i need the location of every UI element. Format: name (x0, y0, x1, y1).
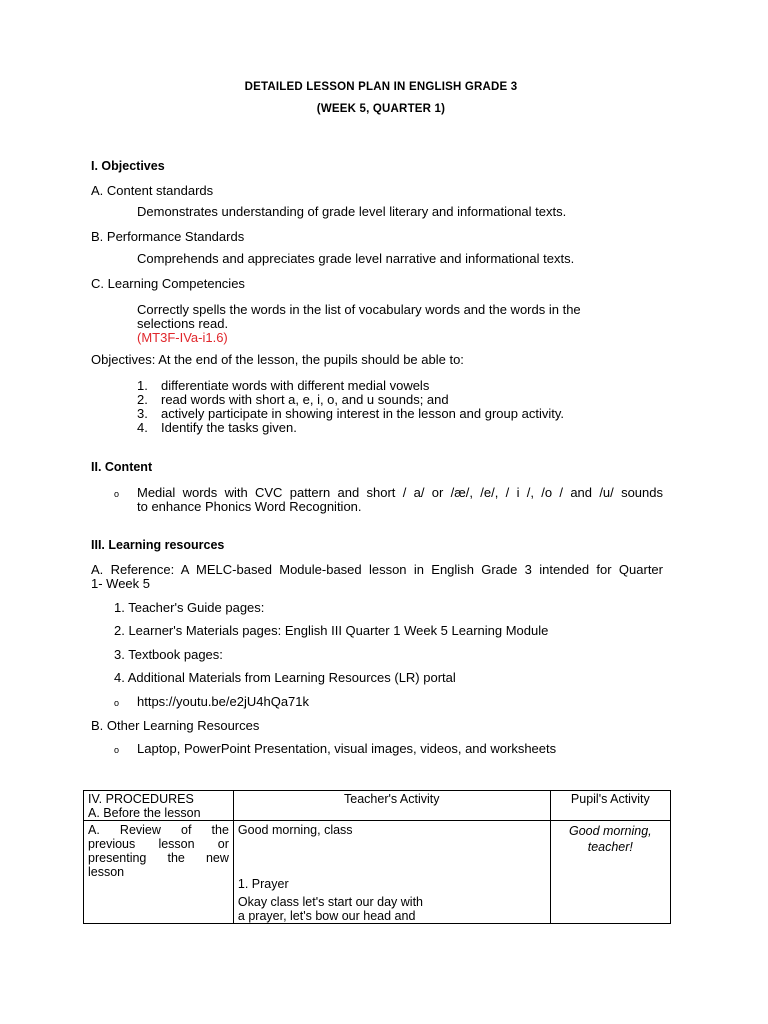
bullet-icon: o (114, 745, 120, 755)
prayer-text-2: a prayer, let's bow our head and (237, 909, 416, 923)
objectives-heading: I. Objectives (91, 159, 165, 173)
teacher-greeting: Good morning, class (237, 823, 353, 837)
resource-link[interactable]: https://youtu.be/e2jU4hQa71k (137, 694, 310, 709)
objective-num: 3. (137, 406, 148, 421)
resource-item: 4. Additional Materials from Learning Resources (LR) portal (114, 670, 456, 685)
teacher-activity-cell (233, 821, 550, 924)
content-bullet-text-2: to enhance Phonics Word Recognition. (137, 499, 362, 514)
teacher-activity-header-text: Teacher's Activity (344, 792, 440, 806)
other-resources-item: Laptop, PowerPoint Presentation, visual images, videos, and worksheets (137, 741, 557, 756)
pupil-activity-header (550, 791, 670, 821)
objective-item: differentiate words with different medial vowels (161, 378, 430, 393)
table-row (84, 821, 671, 924)
bullet-icon: o (114, 698, 120, 708)
table-header-row (84, 791, 671, 821)
before-lesson-text: A. Before the lesson (88, 806, 201, 820)
competency-code: (MT3F-IVa-i1.6) (137, 330, 228, 345)
reference-text-1: A. Reference: A MELC-based Module-based lesson in English Grade 3 intended for Quarter (91, 562, 663, 577)
document-subtitle: (WEEK 5, QUARTER 1) (316, 103, 446, 115)
resource-item: 2. Learner's Materials pages: English III Quarter 1 Week 5 Learning Module (114, 623, 549, 638)
review-label-cell (84, 821, 234, 924)
content-standards-label: A. Content standards (91, 183, 214, 198)
other-resources-label: B. Other Learning Resources (91, 718, 260, 733)
teacher-activity-header (233, 791, 550, 821)
bullet-icon: o (114, 489, 120, 499)
review-label-text: A. Review of the previous lesson or presenting the new lesson (88, 823, 229, 879)
objective-item: Identify the tasks given. (161, 420, 297, 435)
procedures-header-cell (84, 791, 234, 821)
resources-heading: III. Learning resources (91, 538, 225, 552)
content-bullet-text-1: Medial words with CVC pattern and short / a/ or /æ/, /e/, / i /, /o / and /u/ sounds (137, 485, 663, 500)
pupil-response-1: Good morning, (568, 824, 652, 838)
pupil-activity-header-text: Pupil's Activity (570, 792, 650, 806)
objective-num: 4. (137, 420, 148, 435)
objective-num: 2. (137, 392, 148, 407)
prayer-text-1: Okay class let's start our day with (237, 895, 423, 909)
performance-standards-text: Comprehends and appreciates grade level narrative and informational texts. (137, 251, 575, 266)
objective-num: 1. (137, 378, 148, 393)
prayer-label: 1. Prayer (237, 877, 289, 891)
document-title: DETAILED LESSON PLAN IN ENGLISH GRADE 3 (244, 81, 518, 93)
reference-text-2: 1- Week 5 (91, 576, 151, 591)
content-heading: II. Content (91, 460, 153, 474)
procedures-table (83, 790, 671, 924)
pupil-activity-cell (550, 821, 670, 924)
resource-item: 3. Textbook pages: (114, 647, 223, 662)
learning-competencies-text-1: Correctly spells the words in the list of vocabulary words and the words in the (137, 302, 581, 317)
pupil-response-2: teacher! (587, 840, 633, 854)
resource-item: 1. Teacher's Guide pages: (114, 600, 265, 615)
performance-standards-label: B. Performance Standards (91, 229, 245, 244)
learning-competencies-label: C. Learning Competencies (91, 276, 245, 291)
learning-competencies-text-2: selections read. (137, 316, 229, 331)
objective-item: actively participate in showing interest in the lesson and group activity. (161, 406, 564, 421)
procedures-header-text: IV. PROCEDURES (88, 792, 194, 806)
objective-item: read words with short a, e, i, o, and u sounds; and (161, 392, 449, 407)
objectives-intro: Objectives: At the end of the lesson, the pupils should be able to: (91, 352, 464, 367)
content-standards-text: Demonstrates understanding of grade level literary and informational texts. (137, 204, 567, 219)
